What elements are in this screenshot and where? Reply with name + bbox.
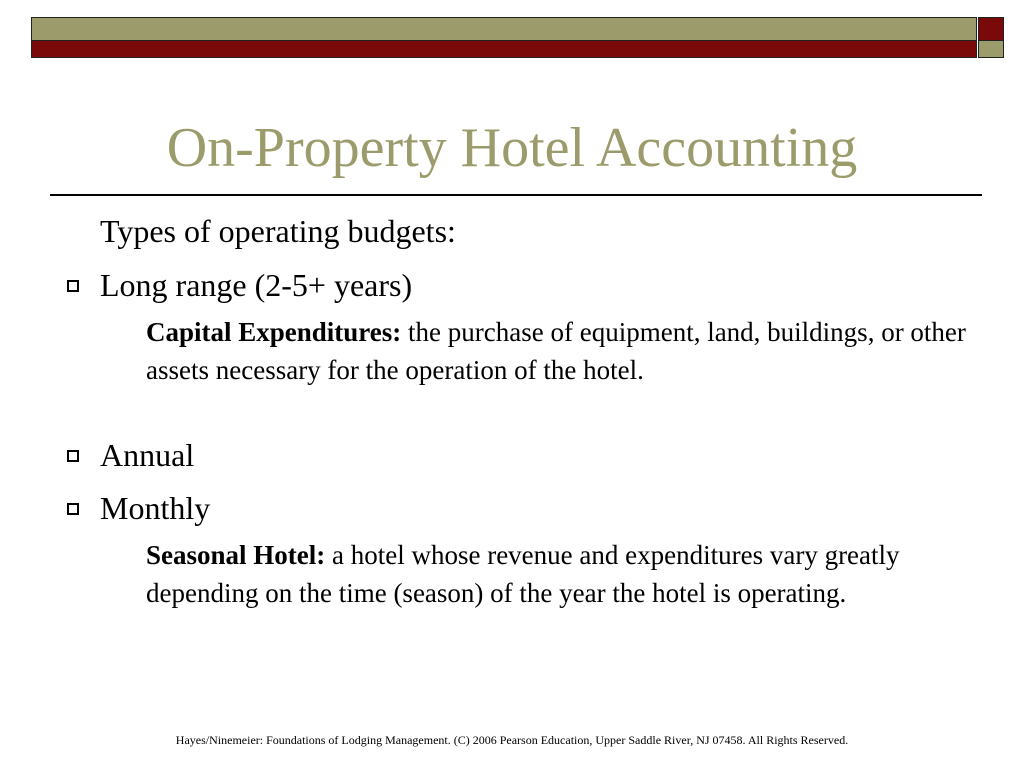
definition-capital-expenditures xyxy=(146,313,966,389)
bullet-annual: Annual xyxy=(100,437,195,473)
square-bullet-icon xyxy=(67,503,79,515)
definition-term: Seasonal Hotel: xyxy=(146,540,326,570)
title-divider xyxy=(50,194,982,196)
bullet-monthly: Monthly xyxy=(100,490,211,526)
definition-term: Capital Expenditures: xyxy=(146,317,402,347)
definition-text: a hotel whose revenue and expenditures vary greatly depending on the time (season) of the year the hotel is operating. xyxy=(146,540,900,608)
bullet-long-range: Long range (2-5+ years) xyxy=(100,267,413,303)
copyright-footer: Hayes/Ninemeier: Foundations of Lodging Management. (C) 2006 Pearson Education, Upper Saddle River, NJ 07458. All Rights Reserved. xyxy=(175,733,849,747)
header-square-olive xyxy=(978,41,1004,58)
header-square-maroon xyxy=(978,17,1004,41)
header-bar-maroon xyxy=(31,41,977,58)
square-bullet-icon xyxy=(67,280,79,292)
intro-text: Types of operating budgets: xyxy=(100,213,456,249)
slide-title: On-Property Hotel Accounting xyxy=(166,117,858,179)
definition-text: the purchase of equipment, land, buildings, or other assets necessary for the operation of the hotel. xyxy=(146,317,966,385)
square-bullet-icon xyxy=(67,450,79,462)
header-bar-olive xyxy=(31,17,977,41)
definition-seasonal-hotel xyxy=(146,536,966,612)
